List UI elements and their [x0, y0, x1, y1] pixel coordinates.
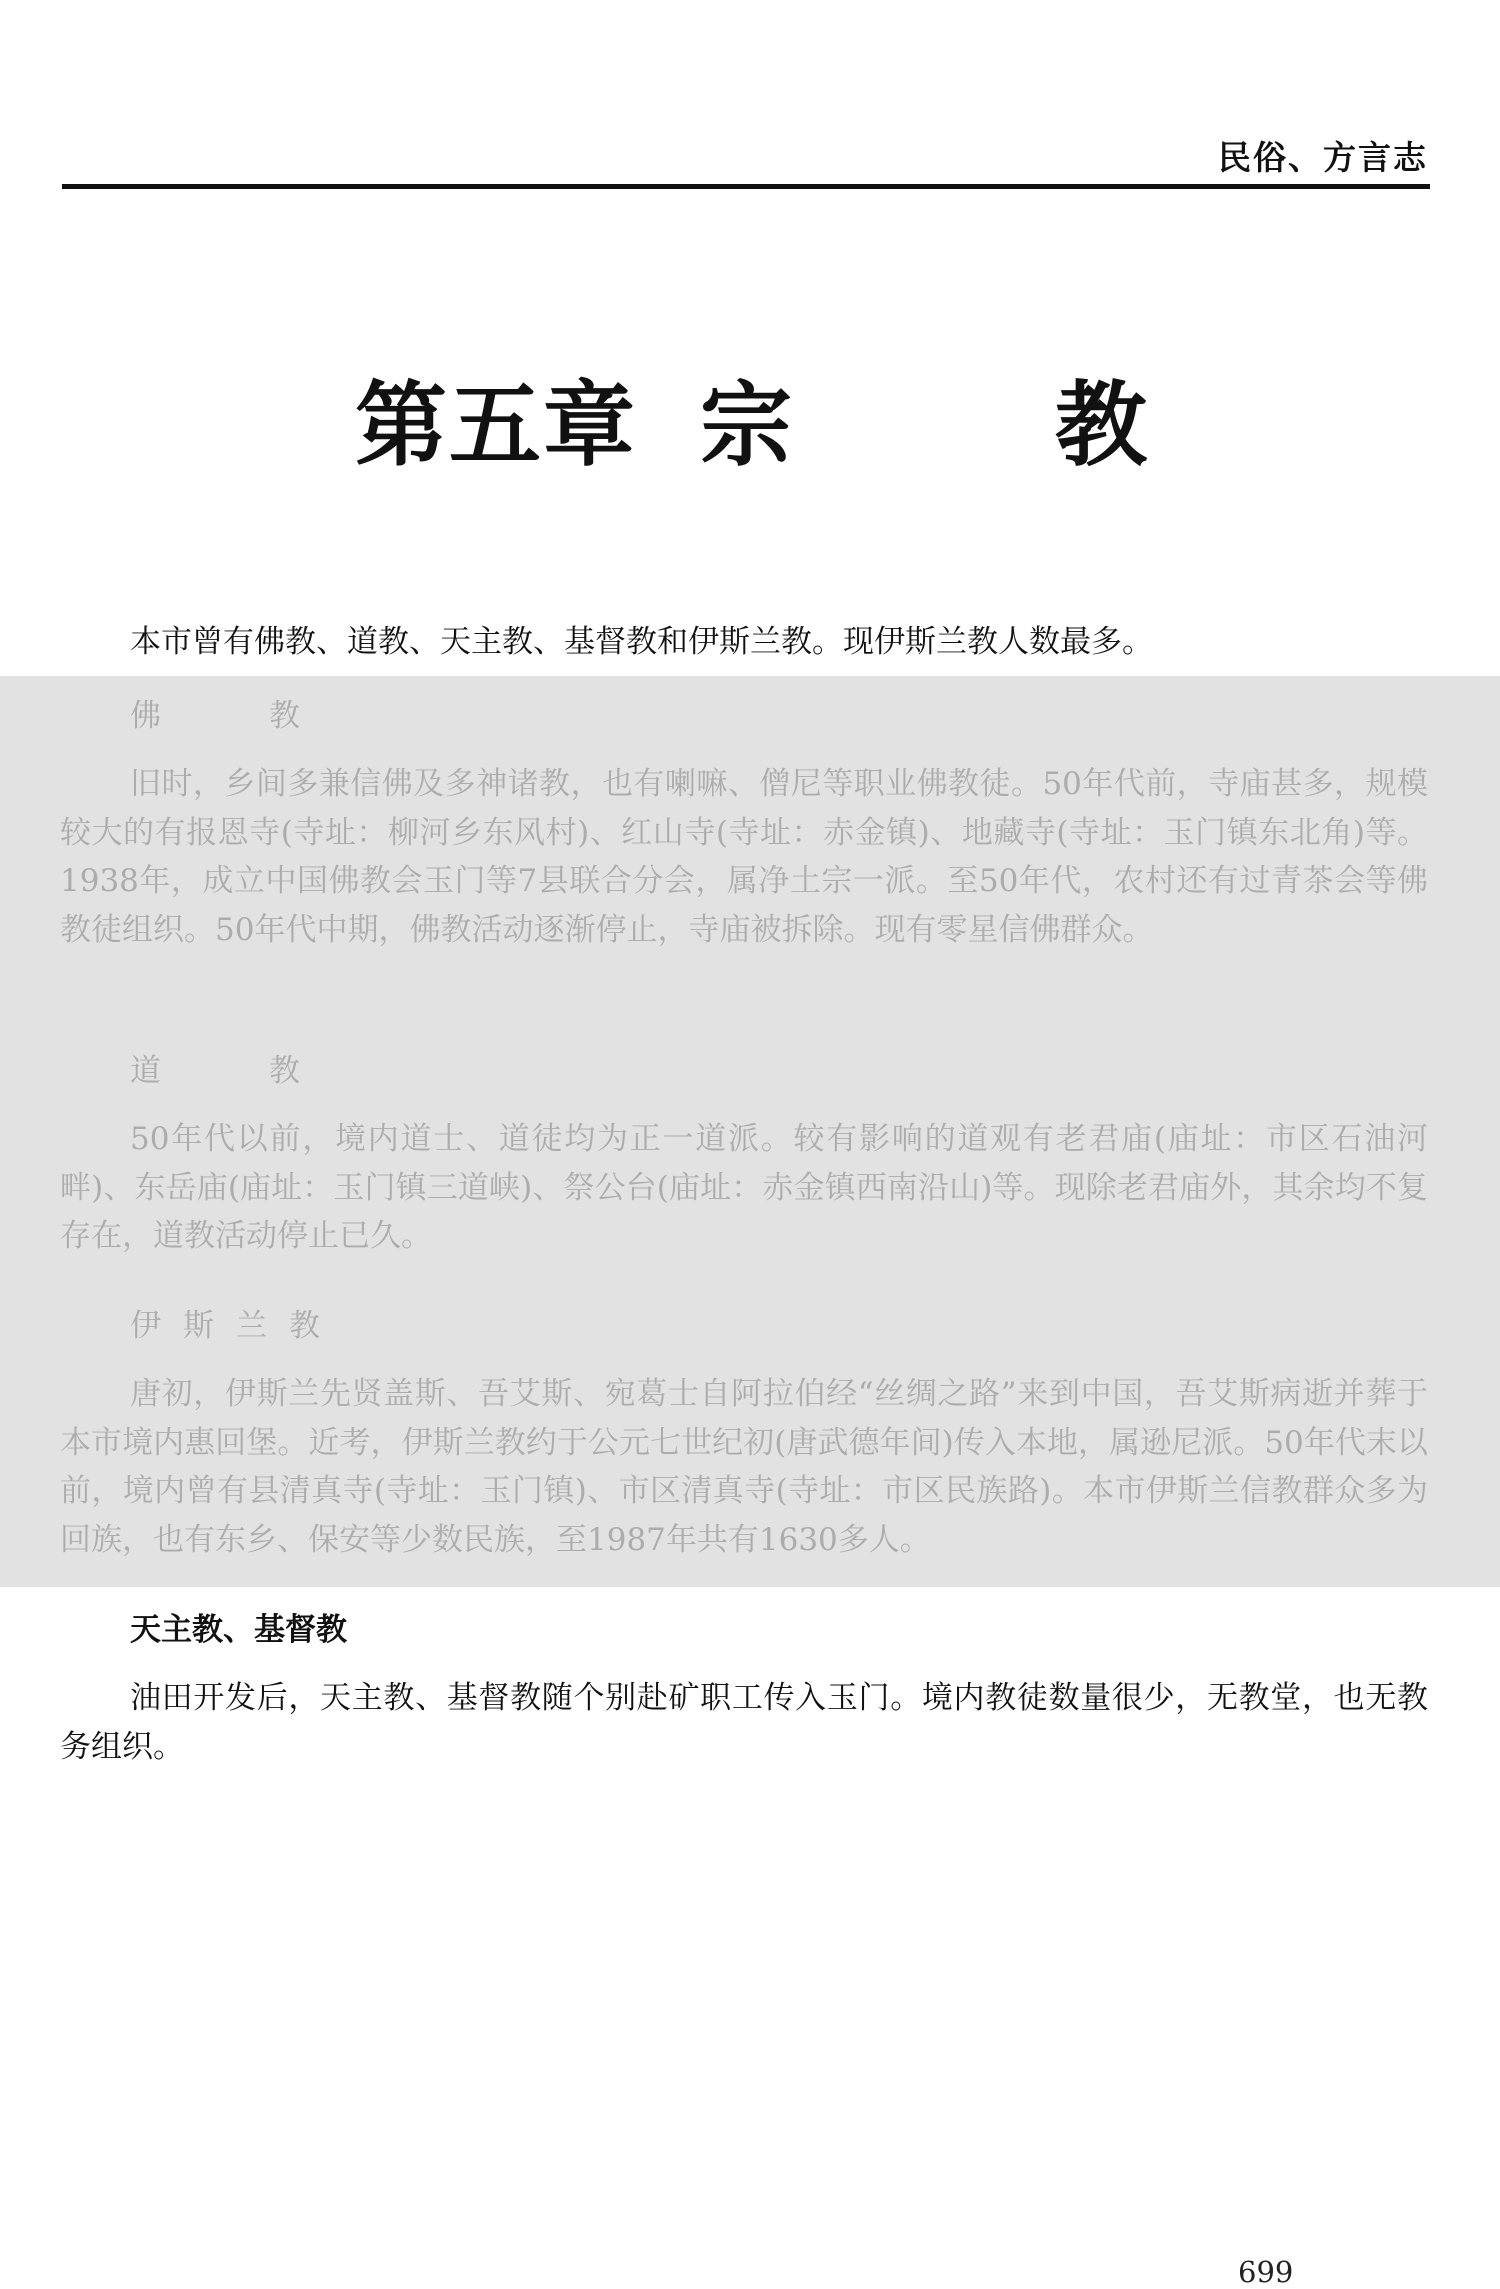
- intro-paragraph: 本市曾有佛教、道教、天主教、基督教和伊斯兰教。现伊斯兰教人数最多。: [130, 624, 1153, 660]
- section-paragraph: 旧时，乡间多兼信佛及多神诸教，也有喇嘛、僧尼等职业佛教徒。50年代前，寺庙甚多，规模较大的有报恩寺(寺址：柳河乡东风村)、红山寺(寺址：赤金镇)、地藏寺(寺址：玉门镇东北角)等。1938年，成立中国佛教会玉门等7县联合分会，属净土宗一派。至50年代，农村还有过青茶会等佛教徒组织。50年代中期，佛教活动逐渐停止，寺庙被拆除。现有零星信佛群众。: [60, 766, 1428, 948]
- section-heading: 天主教、基督教: [130, 1612, 347, 1648]
- chapter-number: 第五章: [355, 371, 638, 479]
- section-paragraph: 50年代以前，境内道士、道徒均为正一道派。较有影响的道观有老君庙(庙址：市区石油河畔)、东岳庙(庙址：玉门镇三道峡)、祭公台(庙址：赤金镇西南沿山)等。现除老君庙外，其余均不复存在，道教活动停止已久。: [60, 1121, 1428, 1254]
- section-paragraph: 油田开发后，天主教、基督教随个别赴矿职工传入玉门。境内教徒数量很少，无教堂，也无教务组织。: [60, 1680, 1428, 1765]
- chapter-title-part2: 教: [1055, 371, 1148, 479]
- section-islam: [60, 1306, 1428, 1564]
- page-number: 699: [1238, 2255, 1294, 2289]
- section-heading: 佛教: [130, 698, 408, 734]
- section-taoism: [60, 1051, 1428, 1261]
- chapter-title: [0, 352, 1500, 479]
- section-paragraph: 唐初，伊斯兰先贤盖斯、吾艾斯、宛葛士自阿拉伯经“丝绸之路”来到中国，吾艾斯病逝并葬于本市境内惠回堡。近考，伊斯兰教约于公元七世纪初(唐武德年间)传入本地，属逊尼派。50年代末以前，境内曾有县清真寺(寺址：玉门镇)、市区清真寺(寺址：市区民族路)。本市伊斯兰信教群众多为回族，也有东乡、保安等少数民族，至1987年共有1630多人。: [60, 1376, 1428, 1558]
- header-rule: [62, 184, 1430, 189]
- section-christianity: [60, 1610, 1428, 1771]
- running-header: 民俗、方言志: [1218, 138, 1428, 177]
- section-heading: 道教: [130, 1053, 408, 1089]
- section-buddhism: [60, 696, 1428, 954]
- chapter-title-part1: 宗: [700, 371, 793, 479]
- section-heading: 伊斯兰教: [130, 1308, 342, 1344]
